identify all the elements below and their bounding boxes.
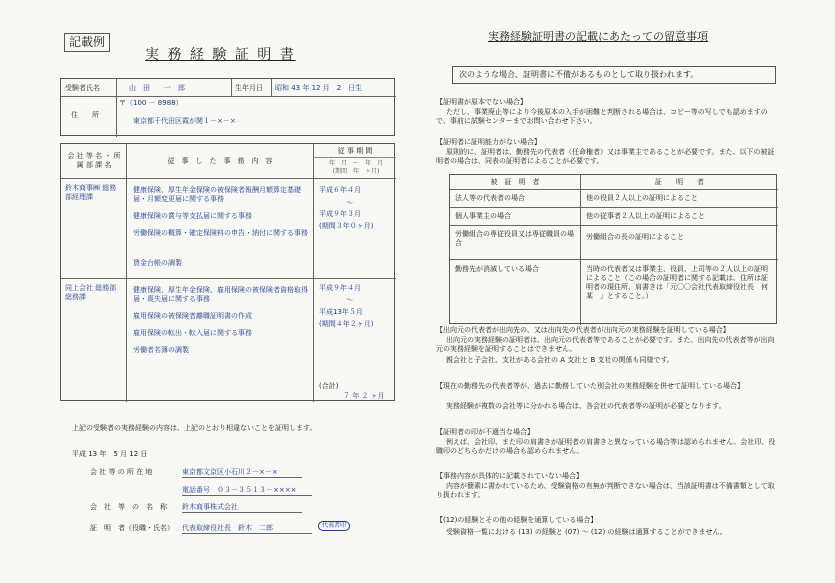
row1-tilde: ～ xyxy=(346,199,353,207)
table-row3-certifier: 労働組合の長の証明によること xyxy=(586,233,684,241)
row2-from: 平成９年４月 xyxy=(319,284,361,292)
certifier-label: 証 明 者（役職・氏名） xyxy=(90,524,174,532)
form-title: 実 務 経 験 証 明 書 xyxy=(145,47,296,63)
sample-label: 記載例 xyxy=(64,33,110,52)
sec7-heading: 【(12)の経験とその他の経験を通算している場合】 xyxy=(436,516,598,524)
header-content: 従 事 し た 事 務 内 容 xyxy=(167,157,273,165)
row1-item1: 健康保険、厚生年金保険の被保険者報酬月額算定基礎届・月額変更届に関する事務 xyxy=(133,186,301,203)
applicant-address: 東京都千代田区霞が関１－×－× xyxy=(133,117,236,125)
certify-date: 平成 13 年 5 月 12 日 xyxy=(72,450,148,458)
row1-span: (期間３年０ヶ月) xyxy=(319,222,374,230)
table-row1-subject: 法人等の代表者の場合 xyxy=(455,194,525,202)
row2-item1: 健康保険、厚生年金保険、雇用保険の被保険者資格取得届・喪失届に関する事務 xyxy=(133,286,308,303)
table-header-certifier: 証 明 者 xyxy=(655,178,704,186)
row1-to: 平成９年３月 xyxy=(319,210,361,218)
dob-value: 昭和 43 年 12 月 2 日生 xyxy=(275,84,363,92)
row2-tilde: ～ xyxy=(346,296,353,304)
address-label: 住 所 xyxy=(71,111,99,119)
applicant-box xyxy=(60,78,395,136)
dob-label: 生年月日 xyxy=(235,84,263,92)
header-period-sub: 年 月 ～ 年 月 xyxy=(328,160,383,167)
name-label: 受験者氏名 xyxy=(65,84,100,92)
certify-text: 上記の受験者の実務経験の内容は、上記のとおり相違ないことを証明します。 xyxy=(72,424,317,432)
certifier-table xyxy=(449,174,777,324)
company-name-label: 会 社 等 の 名 称 xyxy=(90,503,167,511)
row2-item2: 雇用保険の被保険者離職証明書の作成 xyxy=(133,312,252,320)
sec3-heading: 【出向元の代表者が出向先の、又は出向先の代表者が出向元の実務経験を証明している場合】 xyxy=(436,326,730,334)
table-row4-subject: 勤務先が消滅している場合 xyxy=(455,265,539,273)
notes-banner: 次のような場合、証明書に不備があるものとして取り扱われます。 xyxy=(452,66,776,84)
company-phone-value: 電話番号 ０３－３５１３－×××× xyxy=(182,486,312,496)
sec3-body1: 出向元の実務経験の証明者は、出向元の代表者等であることが必要です。また、出向先の代表者等が出向元の実務経験を証明することはできません。 xyxy=(436,336,775,353)
row2-span: (期間４年２ヶ月) xyxy=(319,320,374,328)
company-address-label: 会 社 等 の 所 在 地 xyxy=(90,468,153,476)
notes-title: 実務経験証明書の記載にあたっての留意事項 xyxy=(488,30,708,43)
company-address-value: 東京都文京区小石川２－×－× xyxy=(182,468,302,478)
row1-from: 平成６年４月 xyxy=(319,186,361,194)
company-name-value: 鈴木商事株式会社 xyxy=(182,503,302,513)
sec3-body2: 親会社と子会社、支社がある会社の A 支社と B 支社の関係も同様です。 xyxy=(446,356,674,364)
sec2-body: 原則的に、証明者は、勤務先の代表者（任命権者）又は事業主であることが必要です。また、以下の被証明者の場合は、同表の証明者によることが必要です。 xyxy=(436,148,775,165)
sec6-heading: 【事務内容が具体的に記載されていない場合】 xyxy=(436,472,583,480)
certifier-value: 代表取締役社長 鈴木 二郎 xyxy=(182,524,312,534)
name-value: 山 田 一 郎 xyxy=(129,84,185,92)
header-period: 従 事 期 間 xyxy=(337,147,373,155)
total-value: ７ 年 ２ ヶ月 xyxy=(343,392,385,400)
header-period-sub2: (期間 年 ヶ月) xyxy=(332,168,380,175)
table-row2-subject: 個人事業主の場合 xyxy=(455,212,511,220)
table-row4-certifier: 当時の代表者又は事業主、役員、上司等の２人以上の証明によること（この場合の証明者に関する記載は、住所は証明者の現住所、肩書きは「元〇〇会社代表取締役社長 何某 」とすること。） xyxy=(586,265,768,300)
row2-item3: 雇用保険の転出・転入届に関する事務 xyxy=(133,329,252,337)
sec7-body: 受験資格一覧における (13) の経験と (07) ～ (12) の経験は通算することができません。 xyxy=(446,528,727,536)
row1-item2: 健康保険の賞与等支払届に関する事務 xyxy=(133,212,252,220)
sec5-body: 例えば、会社印、また印の肩書きが証明者の肩書きと異なっている場合等は認められません。会社印、役職印のどちらかだけの場合も認められません。 xyxy=(436,438,776,455)
row1-company: 鈴木商事㈱ 総務部経理課 xyxy=(65,184,117,201)
sec4-body: 実務経験が複数の会社等に分かれる場合は、各会社の代表者等の証明が必要となります。 xyxy=(446,402,726,410)
table-row2-certifier: 他の従事者２人以上の証明によること xyxy=(586,212,705,220)
experience-table xyxy=(60,143,395,401)
representative-seal: 代表者印 xyxy=(318,521,350,531)
postal-code: 〒（100 － 8988） xyxy=(119,99,183,107)
row2-to: 平成13年５月 xyxy=(319,308,363,316)
table-header-subject: 被 証 明 者 xyxy=(490,178,540,186)
sec4-heading: 【現在の勤務先の代表者等が、過去に勤務していた別会社の実務経験を併せて証明している場合】 xyxy=(436,382,744,390)
total-label: (合計) xyxy=(319,382,339,390)
sec2-heading: 【証明者に証明能力がない場合】 xyxy=(436,138,541,146)
sec1-heading: 【証明書が原本でない場合】 xyxy=(436,98,527,106)
table-row3-subject: 労働組合の専従役員又は専従職員の場合 xyxy=(455,230,574,247)
header-company: 会 社 等 名 ・ 所 属 部 課 名 xyxy=(67,152,121,169)
sec5-heading: 【証明者の印が不適当な場合】 xyxy=(436,428,534,436)
sec6-body: 内容が簡素に書かれているため、受験資格の有無が判断できない場合は、当該証明書は不備書類として取り扱われます。 xyxy=(436,482,775,499)
row2-item4: 労働者名簿の調製 xyxy=(133,346,189,354)
row1-item3: 労働保険の概算・確定保険料の申告・納付に関する事務 xyxy=(133,229,308,237)
row2-company: 同上会社 総務部総務課 xyxy=(65,284,117,301)
row1-item4: 賃金台帳の調製 xyxy=(133,259,182,267)
sec1-body: ただし、事業廃止等により今後原本の入手が困難と判断される場合は、コピー等の写しでも認めますので、事前に試験センターまでお問い合わせ下さい。 xyxy=(436,108,768,125)
table-row1-certifier: 他の役員２人以上の証明によること xyxy=(586,194,698,202)
